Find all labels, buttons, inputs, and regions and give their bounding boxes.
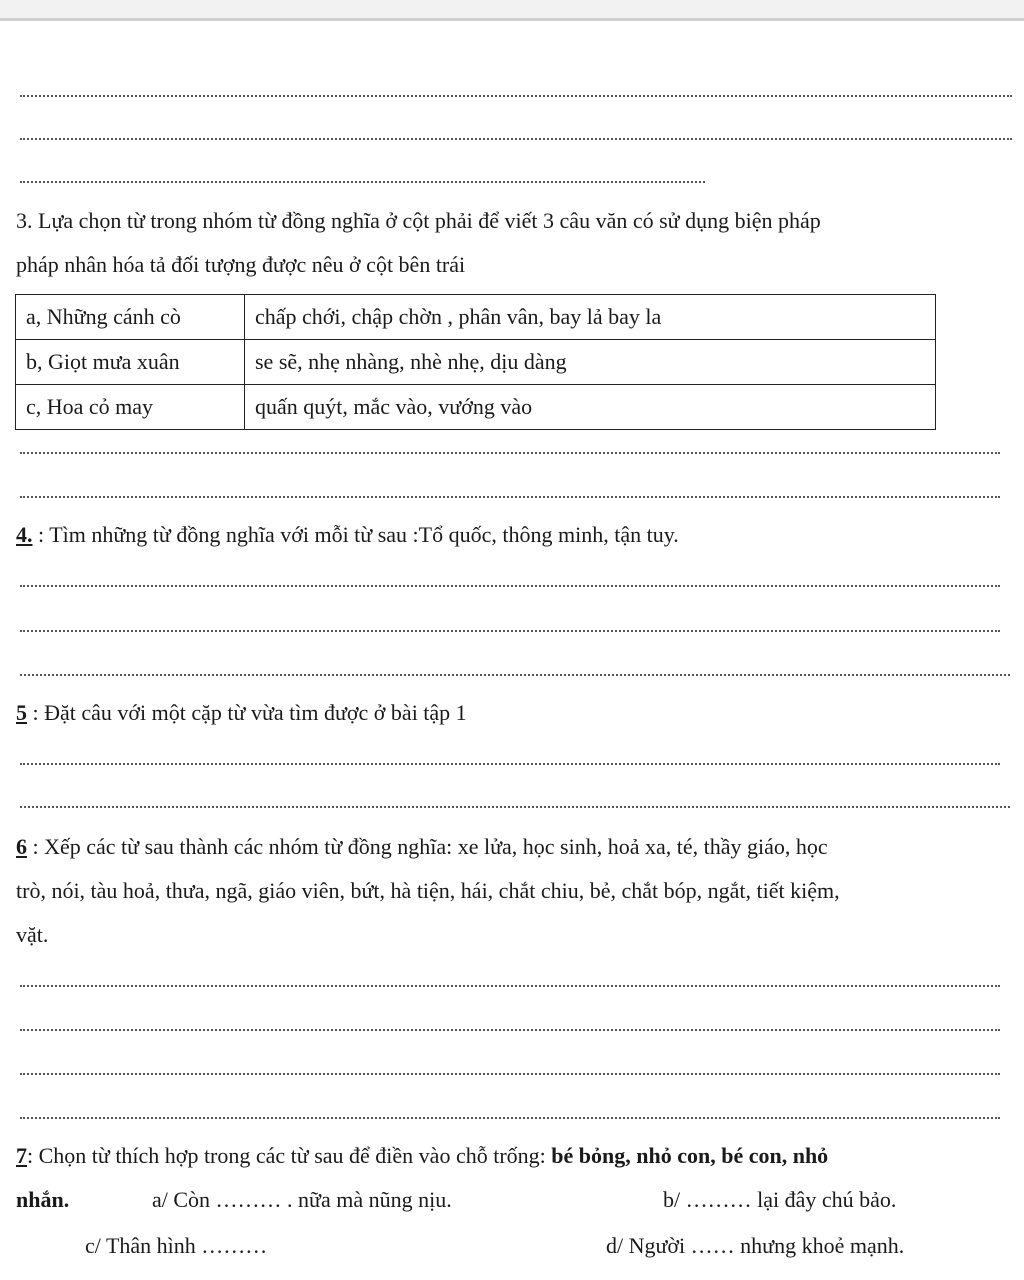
answer-line (20, 806, 1010, 808)
q3-instruction-line2: pháp nhân hóa tả đối tượng được nêu ở cột bên trái (16, 252, 466, 277)
answer-line (20, 1073, 1000, 1075)
table-cell-words: quấn quýt, mắc vào, vướng vào (245, 385, 936, 430)
q6-text-line1: : Xếp các từ sau thành các nhóm từ đồng nghĩa: xe lửa, học sinh, hoả xa, té, thầy giáo, học (27, 834, 828, 859)
q7-word-list-end: nhắn. (16, 1187, 70, 1212)
q5-number: 5 (16, 700, 27, 725)
table-row (16, 385, 936, 430)
q4-instruction (16, 520, 679, 550)
answer-line (20, 1117, 1000, 1119)
table-cell-subject: b, Giọt mưa xuân (16, 340, 245, 385)
answer-line (20, 181, 705, 183)
answer-line (20, 585, 1000, 587)
answer-line (20, 985, 1000, 987)
q6-instruction-line2: trò, nói, tàu hoả, thưa, ngã, giáo viên, bứt, hà tiện, hái, chắt chiu, bẻ, chắt bóp, ngắt, tiết kiệm, (16, 878, 840, 903)
q6-instruction-line3: vặt. (16, 922, 49, 947)
q7-item-a: a/ Còn ……… . nữa mà nũng nịu. (152, 1187, 452, 1212)
q7-instruction (16, 1141, 828, 1171)
answer-line (20, 138, 1012, 140)
q6-instruction-line1 (16, 832, 828, 862)
q7-intro: : Chọn từ thích hợp trong các từ sau để điền vào chỗ trống: (27, 1143, 552, 1168)
q4-number: 4. (16, 522, 33, 547)
q4-text: : Tìm những từ đồng nghĩa với mỗi từ sau :Tổ quốc, thông minh, tận tuy. (32, 522, 679, 547)
q3-instruction-line1: 3. Lựa chọn từ trong nhóm từ đồng nghĩa ở cột phải để viết 3 câu văn có sử dụng biện pháp (16, 208, 821, 233)
answer-line (20, 674, 1010, 676)
table-cell-subject: c, Hoa cỏ may (16, 385, 245, 430)
q6-number: 6 (16, 834, 27, 859)
answer-line (20, 763, 1000, 765)
table-cell-words: chấp chới, chập chờn , phân vân, bay lả bay la (245, 295, 936, 340)
q7-word-list: bé bỏng, nhỏ con, bé con, nhỏ (551, 1143, 829, 1168)
answer-line (20, 630, 1000, 632)
q7-item-c: c/ Thân hình ……… (85, 1233, 268, 1258)
table-cell-subject: a, Những cánh cò (16, 295, 245, 340)
answer-line (20, 452, 1000, 454)
table-row (16, 340, 936, 385)
table-row (16, 295, 936, 340)
q7-item-b: b/ ……… lại đây chú bảo. (663, 1187, 897, 1212)
answer-line (20, 496, 1000, 498)
answer-line (20, 95, 1012, 97)
q5-text: : Đặt câu với một cặp từ vừa tìm được ở bài tập 1 (27, 700, 467, 725)
q3-options-table (15, 294, 936, 430)
table-cell-words: se sẽ, nhẹ nhàng, nhè nhẹ, dịu dàng (245, 340, 936, 385)
answer-line (20, 1029, 1000, 1031)
viewer-top-bar (0, 0, 1024, 21)
q7-number: 7 (16, 1143, 27, 1168)
q7-item-d: d/ Người …… nhưng khoẻ mạnh. (606, 1233, 905, 1258)
q5-instruction (16, 698, 467, 728)
